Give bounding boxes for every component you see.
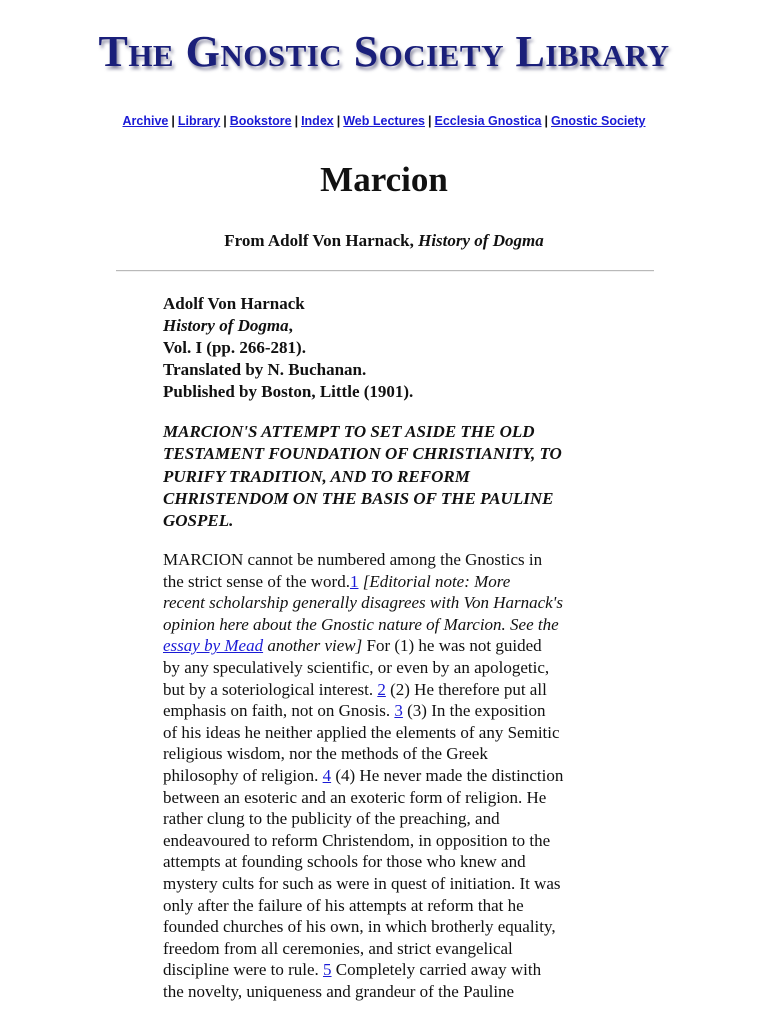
essay-by-mead-link[interactable]: essay by Mead: [163, 636, 264, 656]
nav-separator: |: [294, 114, 299, 128]
nav-separator: |: [171, 114, 175, 128]
body-line: [163, 571, 623, 593]
body-line: the novelty, uniqueness and grandeur of the Pauline: [163, 981, 515, 1001]
body-line: [163, 635, 623, 657]
chapter-heading-line: GOSPEL.: [163, 511, 234, 531]
nav-separator: |: [223, 114, 227, 128]
nav-link-index[interactable]: Index: [301, 114, 334, 128]
page-title: Marcion: [320, 160, 448, 199]
footnote-link-3[interactable]: 3: [394, 701, 403, 721]
footnote-link-4[interactable]: 4: [322, 765, 332, 785]
nav-separator: |: [427, 114, 432, 128]
body-line: only after the failure of his attempts at reform that he: [163, 895, 524, 915]
body-text: (2) He therefore put all: [385, 679, 547, 699]
page-subtitle: [0, 231, 768, 251]
nav-link-gnostic-society[interactable]: Gnostic Society: [551, 114, 646, 128]
editorial-note: recent scholarship generally disagrees with Von Harnack's: [163, 593, 563, 613]
body-line: [163, 614, 623, 636]
body-line: [163, 765, 623, 787]
citation-volume: Vol. I (pp. 266-281).: [163, 338, 306, 357]
nav-link-archive[interactable]: Archive: [122, 114, 169, 128]
body-text: emphasis on faith, not on Gnosis.: [163, 701, 395, 721]
body-text: (4) He never made the distinction: [331, 765, 564, 785]
editorial-note: another view]: [263, 636, 363, 656]
citation-author: Adolf Von Harnack: [163, 294, 305, 313]
horizontal-rule: [116, 270, 654, 272]
nav-separator: |: [544, 114, 548, 128]
body-line: between an esoteric and an exoteric form of religion. He: [163, 787, 547, 807]
body-text: the strict sense of the word.: [163, 571, 350, 591]
body-line: endeavoured to reform Christendom, in opposition to the: [163, 830, 551, 850]
chapter-heading-line: TESTAMENT FOUNDATION OF CHRISTIANITY, TO: [163, 444, 562, 464]
body-line: by any speculatively scientific, or even by an apologetic,: [163, 657, 550, 677]
citation-work-line: [163, 315, 633, 337]
body-line: rather clung to the publicity of the preaching, and: [163, 809, 500, 829]
body-text: discipline were to rule.: [163, 960, 324, 980]
body-text: philosophy of religion.: [163, 765, 323, 785]
citation-translator: Translated by N. Buchanan.: [163, 360, 367, 379]
nav-link-web-lectures[interactable]: Web Lectures: [343, 114, 425, 128]
body-line: freedom from all ceremonies, and strict evangelical: [163, 938, 513, 958]
editorial-note: opinion here about the Gnostic nature of Marcion. See the: [163, 614, 559, 634]
chapter-heading-line: MARCION'S ATTEMPT TO SET ASIDE THE OLD: [163, 422, 535, 441]
body-line: mystery cults for such as were in quest of initiation. It was: [163, 873, 561, 893]
body-text: For (1) he was not guided: [362, 636, 542, 656]
body-line: [163, 679, 623, 701]
editorial-note: [Editorial note: More: [358, 571, 511, 591]
chapter-heading: [163, 421, 633, 532]
citation-work-suffix: ,: [288, 316, 293, 335]
citation-work: History of Dogma: [163, 316, 289, 335]
nav-link-ecclesia-gnostica[interactable]: Ecclesia Gnostica: [434, 114, 542, 128]
footnote-link-5[interactable]: 5: [323, 960, 332, 980]
nav-link-bookstore[interactable]: Bookstore: [229, 114, 292, 128]
body-text: Completely carried away with: [331, 960, 542, 980]
body-text: (3) In the exposition: [402, 701, 546, 721]
body-line: religious wisdom, nor the methods of the Greek: [163, 744, 488, 764]
footnote-link-1[interactable]: 1: [349, 571, 359, 591]
citation-publisher: Published by Boston, Little (1901).: [163, 382, 414, 401]
body-paragraph: [163, 549, 623, 1002]
subtitle-work: History of Dogma: [418, 231, 544, 250]
site-banner: [0, 26, 768, 86]
body-line: of his ideas he neither applied the elements of any Semitic: [163, 722, 560, 742]
chapter-heading-line: CHRISTENDOM ON THE BASIS OF THE PAULINE: [163, 488, 554, 508]
body-line: [163, 959, 623, 981]
footnote-link-2[interactable]: 2: [377, 679, 386, 699]
body-line: founded churches of his own, in which brotherly equality,: [163, 917, 556, 937]
body-text: but by a soteriological interest.: [163, 679, 378, 699]
subtitle-prefix: From Adolf Von Harnack,: [224, 231, 419, 250]
chapter-heading-line: PURIFY TRADITION, AND TO REFORM: [163, 466, 470, 486]
nav-separator: |: [336, 114, 341, 128]
nav-link-library[interactable]: Library: [177, 114, 221, 128]
top-nav: [0, 114, 768, 128]
site-title: The Gnostic Society Library: [98, 27, 670, 76]
body-line: attempts at founding schools for those who knew and: [163, 852, 526, 872]
body-line: [163, 700, 623, 722]
body-line: MARCION cannot be numbered among the Gnostics in: [163, 550, 543, 569]
body-line: [163, 592, 623, 614]
citation-block: [163, 293, 633, 403]
